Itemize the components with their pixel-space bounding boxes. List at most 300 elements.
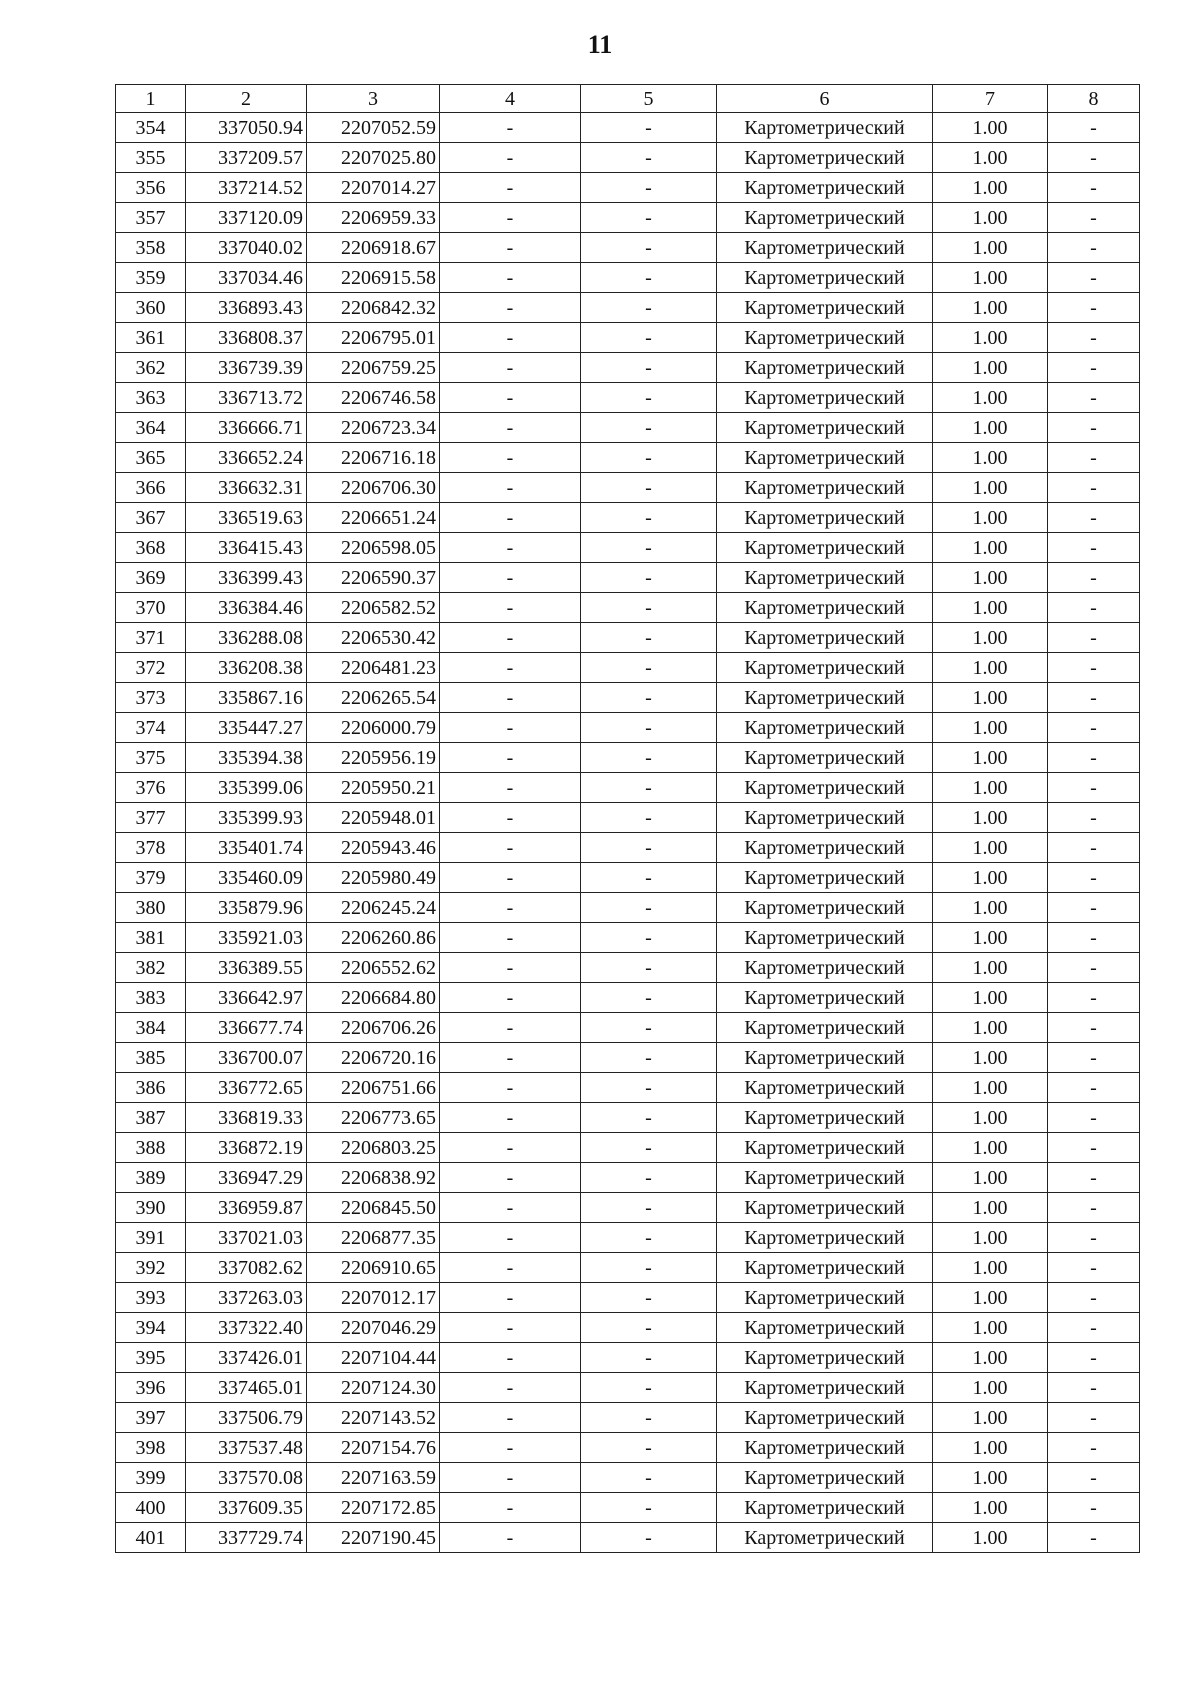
cell-column-8-value: - — [1048, 1313, 1140, 1343]
cell-point-number: 375 — [116, 743, 186, 773]
cell-column-4-value: - — [440, 563, 581, 593]
cell-method: Картометрический — [717, 233, 933, 263]
cell-column-4-value: - — [440, 1193, 581, 1223]
cell-y-coordinate: 2207124.30 — [307, 1373, 440, 1403]
cell-point-number: 388 — [116, 1133, 186, 1163]
cell-x-coordinate: 337506.79 — [186, 1403, 307, 1433]
table-row — [116, 413, 1140, 443]
cell-column-4-value: - — [440, 203, 581, 233]
table-row — [116, 833, 1140, 863]
cell-y-coordinate: 2207172.85 — [307, 1493, 440, 1523]
table-row — [116, 803, 1140, 833]
cell-accuracy: 1.00 — [933, 443, 1048, 473]
cell-y-coordinate: 2206706.26 — [307, 1013, 440, 1043]
cell-accuracy: 1.00 — [933, 1163, 1048, 1193]
cell-point-number: 371 — [116, 623, 186, 653]
cell-point-number: 385 — [116, 1043, 186, 1073]
cell-accuracy: 1.00 — [933, 1313, 1048, 1343]
cell-column-4-value: - — [440, 113, 581, 143]
table-row — [116, 1523, 1140, 1553]
cell-accuracy: 1.00 — [933, 1103, 1048, 1133]
cell-method: Картометрический — [717, 1043, 933, 1073]
cell-column-4-value: - — [440, 1463, 581, 1493]
cell-point-number: 401 — [116, 1523, 186, 1553]
table-row — [116, 473, 1140, 503]
cell-column-4-value: - — [440, 713, 581, 743]
cell-method: Картометрический — [717, 593, 933, 623]
cell-column-8-value: - — [1048, 713, 1140, 743]
cell-point-number: 367 — [116, 503, 186, 533]
cell-y-coordinate: 2206260.86 — [307, 923, 440, 953]
cell-accuracy: 1.00 — [933, 1523, 1048, 1553]
cell-column-4-value: - — [440, 233, 581, 263]
cell-accuracy: 1.00 — [933, 1073, 1048, 1103]
cell-y-coordinate: 2206590.37 — [307, 563, 440, 593]
cell-column-8-value: - — [1048, 623, 1140, 653]
cell-column-8-value: - — [1048, 1403, 1140, 1433]
cell-column-8-value: - — [1048, 413, 1140, 443]
cell-x-coordinate: 337729.74 — [186, 1523, 307, 1553]
cell-accuracy: 1.00 — [933, 1193, 1048, 1223]
cell-accuracy: 1.00 — [933, 1433, 1048, 1463]
cell-x-coordinate: 335921.03 — [186, 923, 307, 953]
cell-method: Картометрический — [717, 143, 933, 173]
table-row — [116, 1013, 1140, 1043]
cell-column-8-value: - — [1048, 443, 1140, 473]
cell-accuracy: 1.00 — [933, 893, 1048, 923]
cell-column-5-value: - — [581, 893, 717, 923]
cell-method: Картометрический — [717, 1463, 933, 1493]
cell-column-5-value: - — [581, 563, 717, 593]
cell-column-4-value: - — [440, 1253, 581, 1283]
cell-y-coordinate: 2206918.67 — [307, 233, 440, 263]
cell-column-4-value: - — [440, 1013, 581, 1043]
table-row — [116, 923, 1140, 953]
cell-point-number: 399 — [116, 1463, 186, 1493]
cell-x-coordinate: 336959.87 — [186, 1193, 307, 1223]
cell-column-8-value: - — [1048, 113, 1140, 143]
cell-point-number: 386 — [116, 1073, 186, 1103]
cell-column-8-value: - — [1048, 923, 1140, 953]
cell-column-4-value: - — [440, 1043, 581, 1073]
cell-column-5-value: - — [581, 1403, 717, 1433]
cell-method: Картометрический — [717, 293, 933, 323]
cell-accuracy: 1.00 — [933, 113, 1048, 143]
cell-y-coordinate: 2205980.49 — [307, 863, 440, 893]
cell-column-4-value: - — [440, 443, 581, 473]
cell-column-5-value: - — [581, 1523, 717, 1553]
table-row — [116, 1493, 1140, 1523]
cell-column-5-value: - — [581, 503, 717, 533]
cell-column-4-value: - — [440, 1313, 581, 1343]
table-row — [116, 593, 1140, 623]
cell-column-5-value: - — [581, 533, 717, 563]
cell-point-number: 355 — [116, 143, 186, 173]
cell-column-8-value: - — [1048, 833, 1140, 863]
cell-accuracy: 1.00 — [933, 353, 1048, 383]
cell-y-coordinate: 2206910.65 — [307, 1253, 440, 1283]
cell-accuracy: 1.00 — [933, 863, 1048, 893]
cell-column-4-value: - — [440, 1133, 581, 1163]
table-row — [116, 233, 1140, 263]
cell-column-8-value: - — [1048, 1343, 1140, 1373]
cell-column-5-value: - — [581, 773, 717, 803]
cell-x-coordinate: 335879.96 — [186, 893, 307, 923]
cell-point-number: 369 — [116, 563, 186, 593]
table-row — [116, 143, 1140, 173]
cell-method: Картометрический — [717, 1073, 933, 1103]
cell-point-number: 389 — [116, 1163, 186, 1193]
cell-y-coordinate: 2206582.52 — [307, 593, 440, 623]
cell-accuracy: 1.00 — [933, 533, 1048, 563]
cell-column-5-value: - — [581, 1373, 717, 1403]
table-row — [116, 773, 1140, 803]
cell-method: Картометрический — [717, 1343, 933, 1373]
cell-method: Картометрический — [717, 743, 933, 773]
cell-point-number: 358 — [116, 233, 186, 263]
cell-point-number: 357 — [116, 203, 186, 233]
cell-column-5-value: - — [581, 1463, 717, 1493]
cell-column-5-value: - — [581, 113, 717, 143]
cell-accuracy: 1.00 — [933, 833, 1048, 863]
cell-x-coordinate: 336713.72 — [186, 383, 307, 413]
cell-x-coordinate: 336632.31 — [186, 473, 307, 503]
cell-x-coordinate: 337263.03 — [186, 1283, 307, 1313]
cell-point-number: 400 — [116, 1493, 186, 1523]
cell-point-number: 372 — [116, 653, 186, 683]
table-row — [116, 1043, 1140, 1073]
cell-accuracy: 1.00 — [933, 1253, 1048, 1283]
cell-accuracy: 1.00 — [933, 173, 1048, 203]
cell-column-4-value: - — [440, 263, 581, 293]
table-row — [116, 1373, 1140, 1403]
cell-accuracy: 1.00 — [933, 983, 1048, 1013]
cell-accuracy: 1.00 — [933, 1373, 1048, 1403]
cell-y-coordinate: 2207163.59 — [307, 1463, 440, 1493]
cell-column-4-value: - — [440, 353, 581, 383]
cell-point-number: 395 — [116, 1343, 186, 1373]
cell-method: Картометрический — [717, 113, 933, 143]
cell-point-number: 397 — [116, 1403, 186, 1433]
cell-column-5-value: - — [581, 623, 717, 653]
cell-column-5-value: - — [581, 803, 717, 833]
cell-column-5-value: - — [581, 143, 717, 173]
cell-column-5-value: - — [581, 653, 717, 683]
cell-x-coordinate: 336208.38 — [186, 653, 307, 683]
cell-method: Картометрический — [717, 983, 933, 1013]
cell-method: Картометрический — [717, 203, 933, 233]
cell-method: Картометрический — [717, 1493, 933, 1523]
cell-point-number: 380 — [116, 893, 186, 923]
cell-point-number: 360 — [116, 293, 186, 323]
cell-column-5-value: - — [581, 833, 717, 863]
cell-accuracy: 1.00 — [933, 1133, 1048, 1163]
cell-method: Картометрический — [717, 1283, 933, 1313]
cell-method: Картометрический — [717, 1223, 933, 1253]
cell-column-4-value: - — [440, 593, 581, 623]
cell-column-5-value: - — [581, 1343, 717, 1373]
cell-point-number: 368 — [116, 533, 186, 563]
cell-y-coordinate: 2206838.92 — [307, 1163, 440, 1193]
cell-accuracy: 1.00 — [933, 233, 1048, 263]
cell-column-4-value: - — [440, 1403, 581, 1433]
cell-method: Картометрический — [717, 1403, 933, 1433]
cell-column-8-value: - — [1048, 1433, 1140, 1463]
cell-accuracy: 1.00 — [933, 1463, 1048, 1493]
table-row — [116, 1403, 1140, 1433]
cell-column-5-value: - — [581, 1103, 717, 1133]
cell-point-number: 356 — [116, 173, 186, 203]
cell-y-coordinate: 2206651.24 — [307, 503, 440, 533]
cell-y-coordinate: 2205956.19 — [307, 743, 440, 773]
cell-method: Картометрический — [717, 173, 933, 203]
column-header-1: 1 — [116, 85, 186, 113]
cell-column-5-value: - — [581, 1433, 717, 1463]
cell-column-5-value: - — [581, 1073, 717, 1103]
cell-accuracy: 1.00 — [933, 263, 1048, 293]
cell-x-coordinate: 336808.37 — [186, 323, 307, 353]
cell-point-number: 376 — [116, 773, 186, 803]
table-row — [116, 443, 1140, 473]
cell-method: Картометрический — [717, 413, 933, 443]
table-row — [116, 893, 1140, 923]
cell-column-4-value: - — [440, 413, 581, 443]
cell-x-coordinate: 337120.09 — [186, 203, 307, 233]
coordinates-table — [115, 84, 1140, 1553]
table-row — [116, 353, 1140, 383]
cell-y-coordinate: 2206245.24 — [307, 893, 440, 923]
cell-accuracy: 1.00 — [933, 1343, 1048, 1373]
cell-x-coordinate: 336384.46 — [186, 593, 307, 623]
cell-column-8-value: - — [1048, 773, 1140, 803]
cell-y-coordinate: 2206265.54 — [307, 683, 440, 713]
cell-column-5-value: - — [581, 923, 717, 953]
cell-column-8-value: - — [1048, 1073, 1140, 1103]
cell-column-8-value: - — [1048, 683, 1140, 713]
cell-x-coordinate: 337082.62 — [186, 1253, 307, 1283]
table-row — [116, 953, 1140, 983]
cell-x-coordinate: 337426.01 — [186, 1343, 307, 1373]
cell-column-8-value: - — [1048, 1013, 1140, 1043]
cell-y-coordinate: 2207025.80 — [307, 143, 440, 173]
cell-column-8-value: - — [1048, 323, 1140, 353]
cell-column-8-value: - — [1048, 1373, 1140, 1403]
cell-y-coordinate: 2206706.30 — [307, 473, 440, 503]
cell-column-5-value: - — [581, 1253, 717, 1283]
cell-y-coordinate: 2206684.80 — [307, 983, 440, 1013]
cell-column-8-value: - — [1048, 1253, 1140, 1283]
cell-method: Картометрический — [717, 953, 933, 983]
cell-column-5-value: - — [581, 1283, 717, 1313]
cell-method: Картометрический — [717, 443, 933, 473]
table-row — [116, 293, 1140, 323]
cell-y-coordinate: 2206723.34 — [307, 413, 440, 443]
cell-y-coordinate: 2205943.46 — [307, 833, 440, 863]
cell-x-coordinate: 336819.33 — [186, 1103, 307, 1133]
cell-method: Картометрический — [717, 1193, 933, 1223]
cell-point-number: 391 — [116, 1223, 186, 1253]
table-row — [116, 1463, 1140, 1493]
cell-column-5-value: - — [581, 1043, 717, 1073]
cell-method: Картометрический — [717, 473, 933, 503]
cell-method: Картометрический — [717, 1373, 933, 1403]
cell-column-4-value: - — [440, 473, 581, 503]
cell-y-coordinate: 2206000.79 — [307, 713, 440, 743]
cell-accuracy: 1.00 — [933, 773, 1048, 803]
cell-column-8-value: - — [1048, 503, 1140, 533]
cell-column-4-value: - — [440, 743, 581, 773]
cell-x-coordinate: 336872.19 — [186, 1133, 307, 1163]
cell-y-coordinate: 2207143.52 — [307, 1403, 440, 1433]
cell-x-coordinate: 336739.39 — [186, 353, 307, 383]
cell-y-coordinate: 2206795.01 — [307, 323, 440, 353]
cell-column-8-value: - — [1048, 473, 1140, 503]
cell-column-4-value: - — [440, 1283, 581, 1313]
cell-column-4-value: - — [440, 683, 581, 713]
cell-column-8-value: - — [1048, 203, 1140, 233]
cell-method: Картометрический — [717, 1013, 933, 1043]
cell-x-coordinate: 337050.94 — [186, 113, 307, 143]
table-row — [116, 623, 1140, 653]
cell-column-4-value: - — [440, 323, 581, 353]
cell-column-4-value: - — [440, 983, 581, 1013]
cell-method: Картометрический — [717, 563, 933, 593]
cell-accuracy: 1.00 — [933, 623, 1048, 653]
cell-column-4-value: - — [440, 293, 581, 323]
cell-x-coordinate: 337214.52 — [186, 173, 307, 203]
cell-point-number: 354 — [116, 113, 186, 143]
table-row — [116, 203, 1140, 233]
cell-method: Картометрический — [717, 1253, 933, 1283]
cell-column-5-value: - — [581, 743, 717, 773]
cell-method: Картометрический — [717, 323, 933, 353]
cell-method: Картометрический — [717, 833, 933, 863]
table-row — [116, 1253, 1140, 1283]
cell-x-coordinate: 336389.55 — [186, 953, 307, 983]
cell-method: Картометрический — [717, 383, 933, 413]
cell-x-coordinate: 335394.38 — [186, 743, 307, 773]
cell-point-number: 384 — [116, 1013, 186, 1043]
table-row — [116, 503, 1140, 533]
cell-column-8-value: - — [1048, 983, 1140, 1013]
cell-method: Картометрический — [717, 923, 933, 953]
cell-column-5-value: - — [581, 1013, 717, 1043]
cell-y-coordinate: 2206552.62 — [307, 953, 440, 983]
cell-accuracy: 1.00 — [933, 293, 1048, 323]
table-row — [116, 323, 1140, 353]
cell-column-8-value: - — [1048, 293, 1140, 323]
cell-method: Картометрический — [717, 803, 933, 833]
page-number: 11 — [587, 30, 613, 59]
cell-x-coordinate: 335447.27 — [186, 713, 307, 743]
cell-column-5-value: - — [581, 263, 717, 293]
cell-accuracy: 1.00 — [933, 413, 1048, 443]
cell-column-5-value: - — [581, 293, 717, 323]
cell-column-8-value: - — [1048, 353, 1140, 383]
cell-y-coordinate: 2205948.01 — [307, 803, 440, 833]
cell-column-8-value: - — [1048, 563, 1140, 593]
cell-accuracy: 1.00 — [933, 953, 1048, 983]
cell-method: Картометрический — [717, 503, 933, 533]
table-row — [116, 743, 1140, 773]
cell-accuracy: 1.00 — [933, 1403, 1048, 1433]
cell-column-5-value: - — [581, 233, 717, 263]
cell-column-8-value: - — [1048, 1493, 1140, 1523]
cell-column-4-value: - — [440, 1223, 581, 1253]
cell-point-number: 362 — [116, 353, 186, 383]
cell-column-4-value: - — [440, 1343, 581, 1373]
cell-point-number: 392 — [116, 1253, 186, 1283]
cell-point-number: 379 — [116, 863, 186, 893]
cell-column-4-value: - — [440, 173, 581, 203]
cell-y-coordinate: 2206530.42 — [307, 623, 440, 653]
cell-accuracy: 1.00 — [933, 473, 1048, 503]
cell-accuracy: 1.00 — [933, 1493, 1048, 1523]
cell-point-number: 383 — [116, 983, 186, 1013]
cell-x-coordinate: 337322.40 — [186, 1313, 307, 1343]
cell-column-5-value: - — [581, 1163, 717, 1193]
table-header-row — [116, 85, 1140, 113]
cell-point-number: 374 — [116, 713, 186, 743]
cell-x-coordinate: 335399.06 — [186, 773, 307, 803]
cell-column-8-value: - — [1048, 263, 1140, 293]
cell-x-coordinate: 336893.43 — [186, 293, 307, 323]
cell-column-8-value: - — [1048, 1523, 1140, 1553]
cell-x-coordinate: 336642.97 — [186, 983, 307, 1013]
cell-column-5-value: - — [581, 443, 717, 473]
table-row — [116, 713, 1140, 743]
cell-method: Картометрический — [717, 653, 933, 683]
cell-column-8-value: - — [1048, 173, 1140, 203]
cell-x-coordinate: 336519.63 — [186, 503, 307, 533]
cell-column-4-value: - — [440, 653, 581, 683]
cell-point-number: 396 — [116, 1373, 186, 1403]
cell-x-coordinate: 335399.93 — [186, 803, 307, 833]
table-row — [116, 653, 1140, 683]
cell-column-5-value: - — [581, 863, 717, 893]
cell-column-4-value: - — [440, 863, 581, 893]
table-row — [116, 1193, 1140, 1223]
cell-column-4-value: - — [440, 1523, 581, 1553]
cell-column-8-value: - — [1048, 1463, 1140, 1493]
cell-y-coordinate: 2206845.50 — [307, 1193, 440, 1223]
cell-x-coordinate: 336652.24 — [186, 443, 307, 473]
cell-column-4-value: - — [440, 773, 581, 803]
cell-point-number: 373 — [116, 683, 186, 713]
cell-point-number: 359 — [116, 263, 186, 293]
cell-column-5-value: - — [581, 353, 717, 383]
cell-point-number: 381 — [116, 923, 186, 953]
cell-column-5-value: - — [581, 413, 717, 443]
cell-column-5-value: - — [581, 1193, 717, 1223]
table-body — [116, 113, 1140, 1553]
table-row — [116, 1283, 1140, 1313]
cell-method: Картометрический — [717, 1103, 933, 1133]
column-header-2: 2 — [186, 85, 307, 113]
cell-column-8-value: - — [1048, 1103, 1140, 1133]
table-row — [116, 263, 1140, 293]
cell-y-coordinate: 2206759.25 — [307, 353, 440, 383]
cell-column-8-value: - — [1048, 593, 1140, 623]
cell-x-coordinate: 336677.74 — [186, 1013, 307, 1043]
cell-accuracy: 1.00 — [933, 503, 1048, 533]
cell-y-coordinate: 2206598.05 — [307, 533, 440, 563]
cell-accuracy: 1.00 — [933, 323, 1048, 353]
cell-column-8-value: - — [1048, 1133, 1140, 1163]
table-row — [116, 383, 1140, 413]
cell-accuracy: 1.00 — [933, 1283, 1048, 1313]
table-row — [116, 1073, 1140, 1103]
